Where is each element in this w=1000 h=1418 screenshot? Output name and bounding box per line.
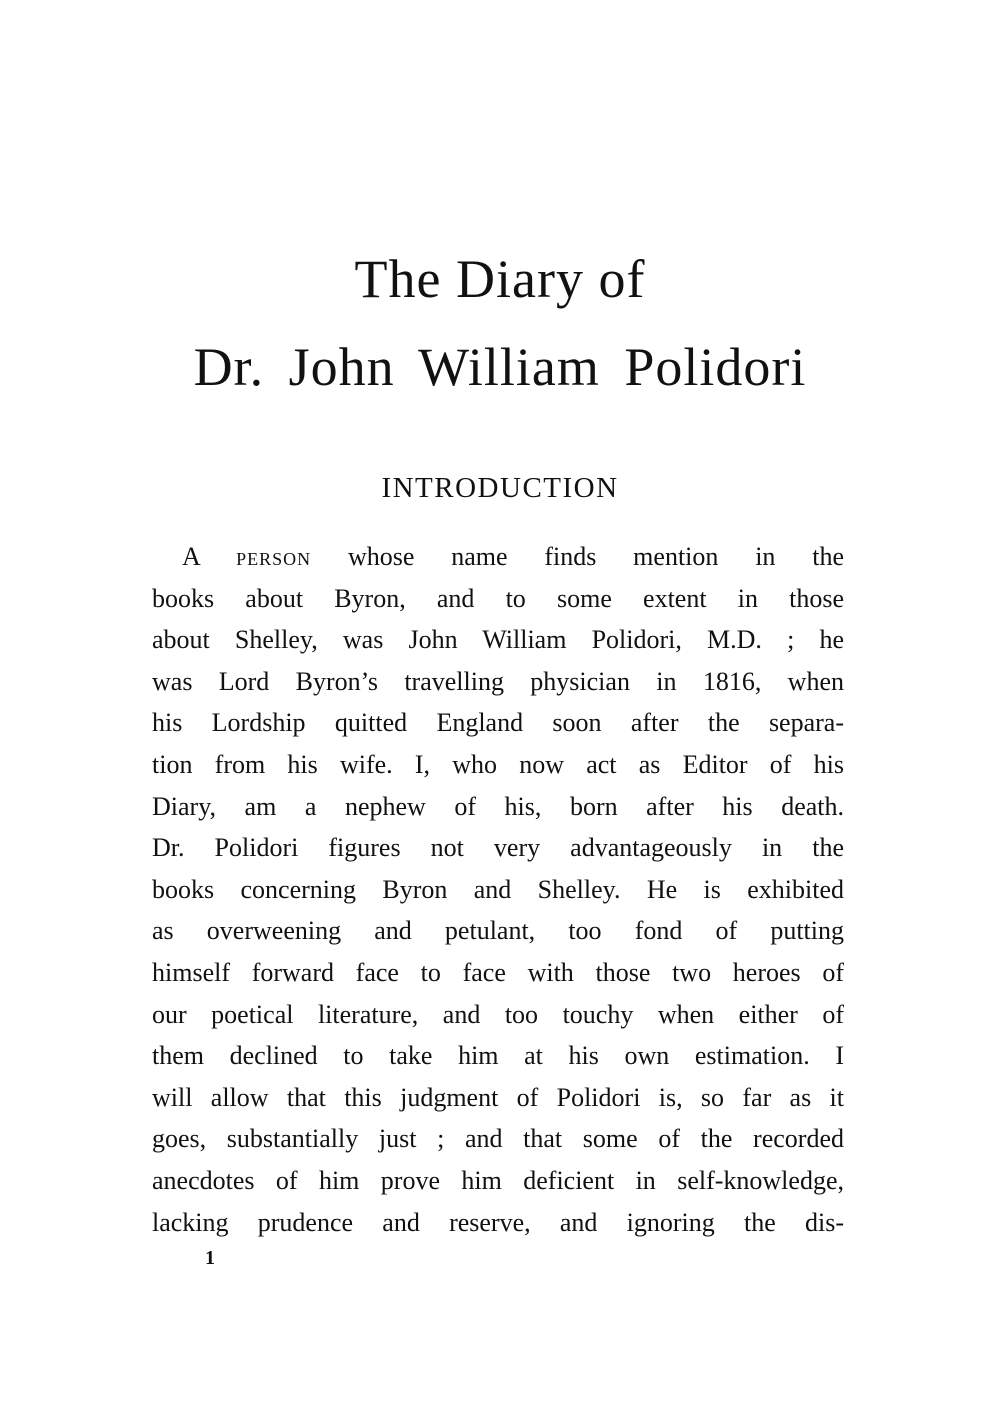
body-line: was Lord Byron’s travelling physician in 1816, when [152, 666, 844, 696]
body-line: Dr. Polidori figures not very advantageously in the [152, 833, 844, 863]
first-line-rest: whose name finds mention in the [348, 542, 844, 571]
body-line: will allow that this judgment of Polidori is, so far as it [152, 1082, 844, 1112]
body-line: books about Byron, and to some extent in those [152, 583, 844, 613]
body-line: his Lordship quitted England soon after the separa- [152, 708, 844, 738]
body-line: books concerning Byron and Shelley. He is exhibited [152, 874, 844, 904]
title-line-1: The Diary of [354, 249, 646, 309]
body-line: as overweening and petulant, too fond of putting [152, 916, 844, 946]
first-word-smallcaps: person [236, 542, 312, 571]
body-text [152, 536, 844, 1243]
body-line: himself forward face to face with those two heroes of [152, 957, 844, 987]
body-line: goes, substantially just ; and that some of the recorded [152, 1124, 844, 1154]
first-word: A [182, 542, 200, 571]
body-line: Diary, am a nephew of his, born after his death. [152, 791, 844, 821]
section-heading: INTRODUCTION [381, 472, 619, 504]
body-line: them declined to take him at his own estimation. I [152, 1041, 844, 1071]
body-line-first [152, 536, 844, 578]
body-line: tion from his wife. I, who now act as Editor of his [152, 749, 844, 779]
body-line: about Shelley, was John William Polidori, M.D. ; he [152, 625, 844, 655]
title-line-2: Dr. John William Polidori [193, 337, 807, 397]
body-line: lacking prudence and reserve, and ignoring the dis- [152, 1207, 844, 1237]
body-line: anecdotes of him prove him deficient in self-knowledge, [152, 1165, 844, 1195]
body-line: our poetical literature, and too touchy when either of [152, 999, 844, 1029]
page-number: 1 [205, 1247, 215, 1269]
